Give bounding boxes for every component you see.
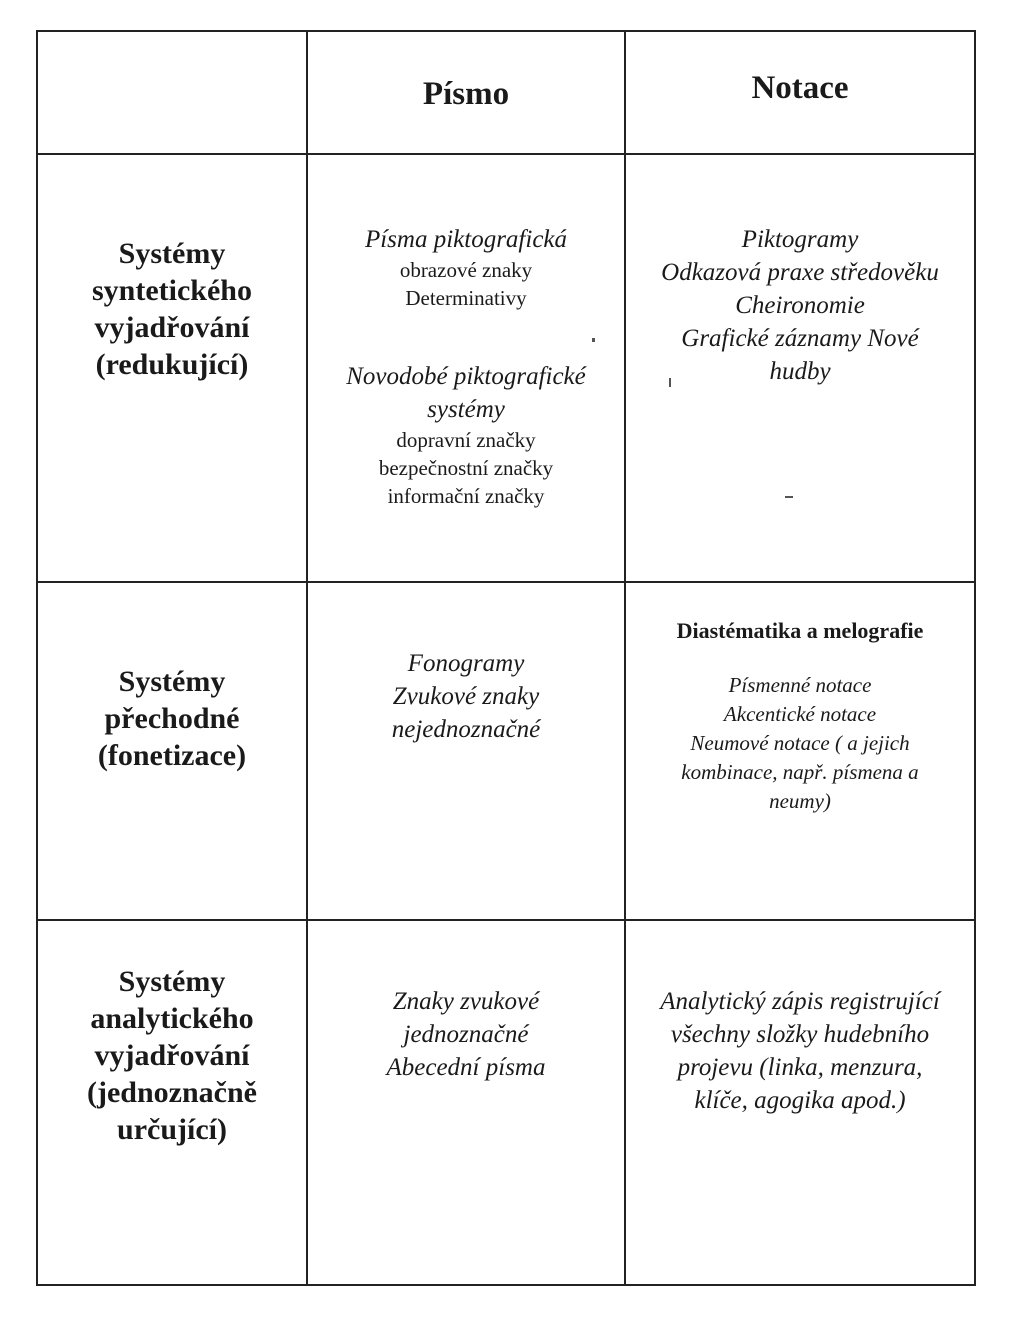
list-item: neumy)	[769, 789, 831, 813]
row-label-line: (fonetizace)	[97, 739, 247, 772]
list-item: Analytický zápis registrující	[660, 988, 940, 1015]
group-title: Písma piktografická	[364, 226, 568, 253]
row-label-line: vyjadřování	[94, 311, 250, 344]
writing-notation-comparison-table	[36, 30, 976, 1286]
cell-pismo-analytic	[307, 920, 625, 1285]
row-label-line: vyjadřování	[94, 1039, 250, 1072]
list-item: dopravní značky	[396, 428, 536, 452]
scan-speck	[592, 338, 595, 342]
cell-pismo-synthetic	[307, 154, 625, 582]
row-label-transitional	[37, 582, 307, 920]
row-label-line: přechodné	[104, 702, 240, 735]
list-item: Abecední písma	[386, 1054, 546, 1081]
cell-notace-synthetic	[625, 154, 975, 582]
scan-speck	[669, 378, 671, 387]
header-corner-cell	[37, 31, 307, 154]
group-title: systémy	[427, 396, 505, 423]
list-item: Neumové notace ( a jejich	[690, 731, 910, 755]
list-item: Determinativy	[405, 286, 527, 310]
row-label-line: syntetického	[92, 274, 252, 307]
list-item: Fonogramy	[407, 650, 525, 677]
list-item: jednoznačné	[403, 1021, 529, 1048]
list-item: Cheironomie	[735, 292, 865, 319]
group-title: Novodobé piktografické	[346, 363, 586, 390]
list-item: Akcentické notace	[723, 702, 877, 726]
list-item: bezpečnostní značky	[378, 456, 554, 480]
row-label-line: Systémy	[118, 237, 226, 270]
list-item: nejednoznačné	[391, 716, 541, 743]
row-label-line: určující)	[117, 1113, 227, 1146]
table-row-synthetic	[37, 154, 975, 582]
row-label-line: analytického	[90, 1002, 254, 1035]
list-item: Piktogramy	[741, 226, 859, 253]
list-item: Znaky zvukové	[392, 988, 540, 1015]
list-item: Písmenné notace	[728, 673, 872, 697]
row-label-analytic	[37, 920, 307, 1285]
table-row-transitional	[37, 582, 975, 920]
scan-speck	[785, 496, 793, 498]
cell-notace-transitional	[625, 582, 975, 920]
list-item: Grafické záznamy Nové	[681, 325, 919, 352]
row-label-line: Systémy	[118, 665, 226, 698]
table-header-row	[37, 31, 975, 154]
row-label-line: Systémy	[118, 965, 226, 998]
list-item: Odkazová praxe středověku	[661, 259, 939, 286]
list-item: projevu (linka, menzura,	[677, 1054, 923, 1081]
header-pismo: Písmo	[307, 31, 625, 154]
list-item: kombinace, např. písmena a	[681, 760, 919, 784]
row-label-line: (redukující)	[95, 348, 249, 381]
group-title: Diastématika a melografie	[676, 618, 924, 643]
list-item: obrazové znaky	[399, 258, 533, 282]
list-item: hudby	[769, 358, 831, 385]
header-notace: Notace	[625, 31, 975, 154]
list-item: klíče, agogika apod.)	[694, 1087, 906, 1114]
list-item: všechny složky hudebního	[670, 1021, 930, 1048]
list-item: informační značky	[387, 484, 545, 508]
cell-notace-analytic	[625, 920, 975, 1285]
table-row-analytic	[37, 920, 975, 1285]
cell-pismo-transitional	[307, 582, 625, 920]
row-label-synthetic	[37, 154, 307, 582]
row-label-line: (jednoznačně	[87, 1076, 257, 1109]
list-item: Zvukové znaky	[392, 683, 540, 710]
